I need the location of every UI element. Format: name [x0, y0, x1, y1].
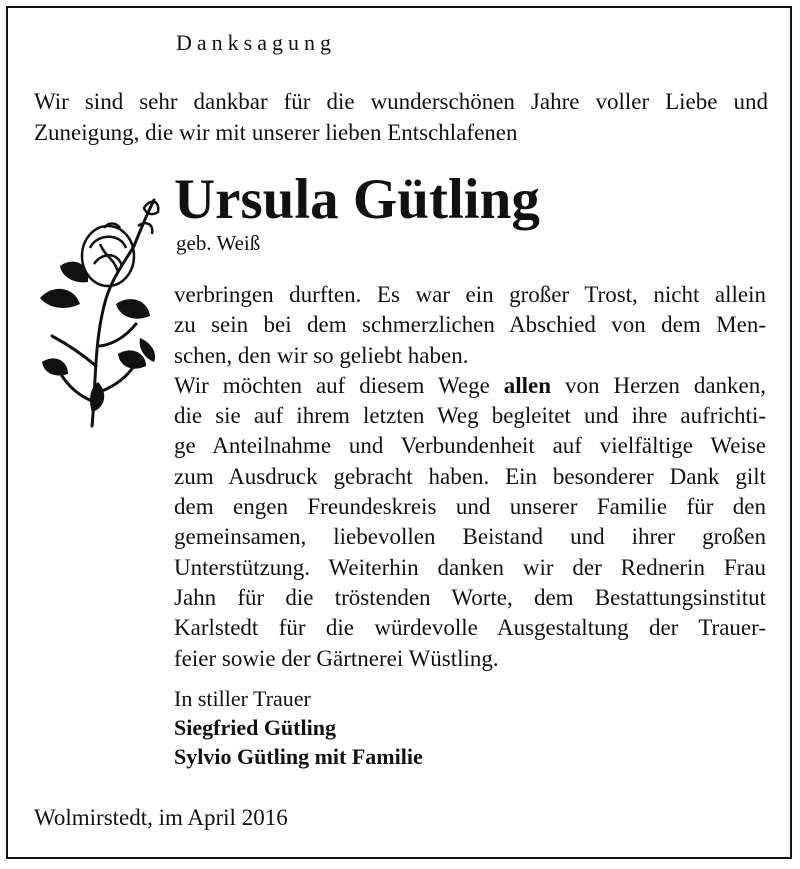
notice-heading: Danksagung: [176, 30, 336, 55]
deceased-name: Ursula Gütling: [174, 168, 540, 231]
mourner-name: Siegfried Gütling: [174, 715, 336, 740]
body-line: zu sein bei dem schmerzlichen Abschied von dem Men-: [174, 312, 766, 338]
body-line: dem engen Freundeskreis und unserer Familie für den: [174, 494, 766, 520]
signoff-greeting: In stiller Trauer: [174, 686, 311, 711]
body-line: feier sowie der Gärtnerei Wüstling.: [174, 645, 499, 671]
body-line: ge Anteilnahme und Verbundenheit auf vielfältige Weise: [174, 433, 766, 459]
body-line: zum Ausdruck gebracht haben. Ein besonderer Dank gilt: [174, 463, 766, 489]
body-line-with-emphasis: [174, 371, 766, 401]
intro-text: [34, 86, 768, 148]
body-line: schen, den wir so geliebt haben.: [174, 342, 469, 368]
body-line: Jahn für die tröstenden Worte, dem Bestattungsinstitut: [174, 584, 766, 610]
body-line: Karlstedt für die würdevolle Ausgestaltung der Trauer-: [174, 615, 766, 641]
mourner-name: Sylvio Gütling mit Familie: [174, 744, 423, 769]
thank-you-text: [174, 280, 766, 674]
body-line: gemeinsamen, liebevollen Beistand und ihrer großen: [174, 524, 766, 550]
place-date: Wolmirstedt, im April 2016: [34, 805, 288, 830]
body-line: verbringen durften. Es war ein großer Trost, nicht allein: [174, 282, 766, 307]
intro-line: Zuneigung, die wir mit unserer lieben Entschlafenen: [34, 120, 518, 145]
body-line: die sie auf ihrem letzten Weg begleitet und ihre aufrichti-: [174, 403, 766, 429]
emphasis-word: allen: [503, 372, 552, 398]
body-text: von Herzen danken,: [551, 372, 767, 398]
signoff: [174, 684, 423, 771]
deceased-birthname: geb. Weiß: [176, 231, 261, 255]
intro-line: Wir sind sehr dankbar für die wunderschönen Jahre voller Liebe und: [34, 89, 768, 114]
rose-icon: [22, 186, 172, 436]
body-text: Wir möchten auf diesem Wege: [174, 372, 504, 398]
body-line: Unterstützung. Weiterhin danken wir der Rednerin Frau: [174, 554, 766, 580]
